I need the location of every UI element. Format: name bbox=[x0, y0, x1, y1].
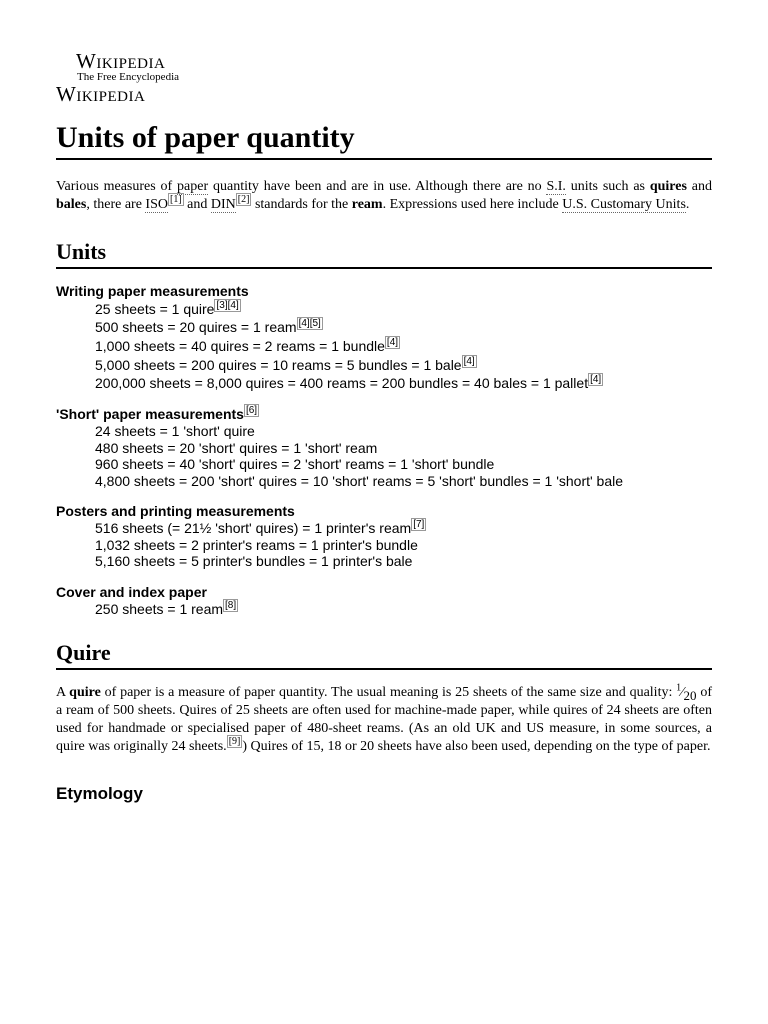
logo-wordmark: Wikipedia bbox=[76, 49, 166, 73]
reference-link[interactable]: [4] bbox=[463, 356, 475, 368]
measurement-line: 516 sheets (= 21½ 'short' quires) = 1 printer's ream [7] bbox=[95, 519, 425, 536]
logo-tagline: The Free Encyclopedia bbox=[77, 71, 180, 83]
measurement-line: 24 sheets = 1 'short' quire bbox=[95, 423, 255, 439]
reference-link[interactable]: [8] bbox=[225, 599, 237, 611]
reference-link[interactable]: [4] bbox=[590, 374, 602, 386]
measurement-line: 200,000 sheets = 8,000 quires = 400 reams = 200 bundles = 40 bales = 1 pallet [4] bbox=[95, 374, 602, 391]
section-heading-quire: Quire bbox=[56, 639, 712, 670]
logo-wordmark-secondary: Wikipedia bbox=[56, 82, 146, 106]
reference-link[interactable]: [6] bbox=[245, 405, 258, 417]
link-paper[interactable]: paper bbox=[177, 179, 209, 194]
link-din[interactable]: DIN bbox=[210, 197, 236, 212]
measurement-line: 4,800 sheets = 200 'short' quires = 10 'short' reams = 5 'short' bundles = 1 'short' bale bbox=[95, 472, 624, 489]
reference-link[interactable]: [1] bbox=[169, 194, 182, 206]
reference-link[interactable]: [4] bbox=[386, 337, 399, 349]
measurement-line: 500 sheets = 20 quires = 1 ream [4][5] bbox=[95, 318, 321, 335]
reference-link[interactable]: [7] bbox=[413, 519, 425, 531]
article-content bbox=[56, 120, 712, 804]
page-title: Units of paper quantity bbox=[56, 120, 712, 160]
measurement-line: 5,160 sheets = 5 printer's bundles = 1 printer's bale bbox=[95, 553, 413, 569]
measurement-line: 1,032 sheets = 2 printer's reams = 1 printer's bundle bbox=[95, 536, 418, 553]
subheading-short-paper: 'Short' paper measurements [6] bbox=[56, 405, 258, 422]
wikipedia-logo[interactable] bbox=[56, 50, 179, 105]
subheading-cover-index: Cover and index paper bbox=[56, 583, 207, 600]
measurement-line: 5,000 sheets = 200 quires = 10 reams = 5 bundles = 1 bale [4] bbox=[95, 356, 475, 373]
intro-paragraph: Various measures of paper quantity have been and are in use. Although there are no S.I. units such as quires and bales, there are ISO [1] and DIN [2] standards for the ream. Expressions used here include U.S. Customary Units. bbox=[56, 179, 712, 212]
reference-link[interactable]: [4][5] bbox=[298, 318, 321, 330]
link-si[interactable]: S.I. bbox=[546, 179, 566, 194]
measurement-line: 480 sheets = 20 'short' quires = 1 'short' ream bbox=[95, 439, 378, 456]
link-us-customary-units[interactable]: U.S. Customary Units bbox=[562, 197, 686, 212]
measurement-line: 25 sheets = 1 quire [3][4] bbox=[95, 300, 239, 317]
reference-link[interactable]: [3][4] bbox=[216, 300, 239, 312]
measurement-line: 960 sheets = 40 'short' quires = 2 'short' reams = 1 'short' bundle bbox=[95, 456, 495, 472]
reference-link[interactable]: [9] bbox=[228, 736, 241, 748]
section-heading-units: Units bbox=[56, 238, 712, 269]
link-iso[interactable]: ISO bbox=[145, 197, 168, 212]
reference-link[interactable]: [2] bbox=[237, 194, 250, 206]
subsection-heading-etymology: Etymology bbox=[56, 784, 143, 803]
subheading-writing-paper: Writing paper measurements bbox=[56, 283, 249, 299]
measurement-line: 1,000 sheets = 40 quires = 2 reams = 1 bundle [4] bbox=[95, 337, 399, 354]
fraction: $^1$⁄20 bbox=[676, 682, 697, 703]
quire-paragraph: A quire of paper is a measure of paper quantity. The usual meaning is 25 sheets of the same size and quality: $^1$⁄20 of a ream of 500 sheets. Quires of 25 sheets are often used for machine-made paper, while quires of 24 sheets are often used for handmade or specialised paper of 480-sheet reams. (As an old UK and US measure, in some sources, a quire was originally 24 sheets. [9] ) Quires of 15, 18 or 20 sheets have also been used, depending on the type of paper. bbox=[56, 682, 712, 754]
measurement-line: 250 sheets = 1 ream [8] bbox=[95, 599, 237, 617]
subheading-posters-printing: Posters and printing measurements bbox=[56, 503, 295, 519]
